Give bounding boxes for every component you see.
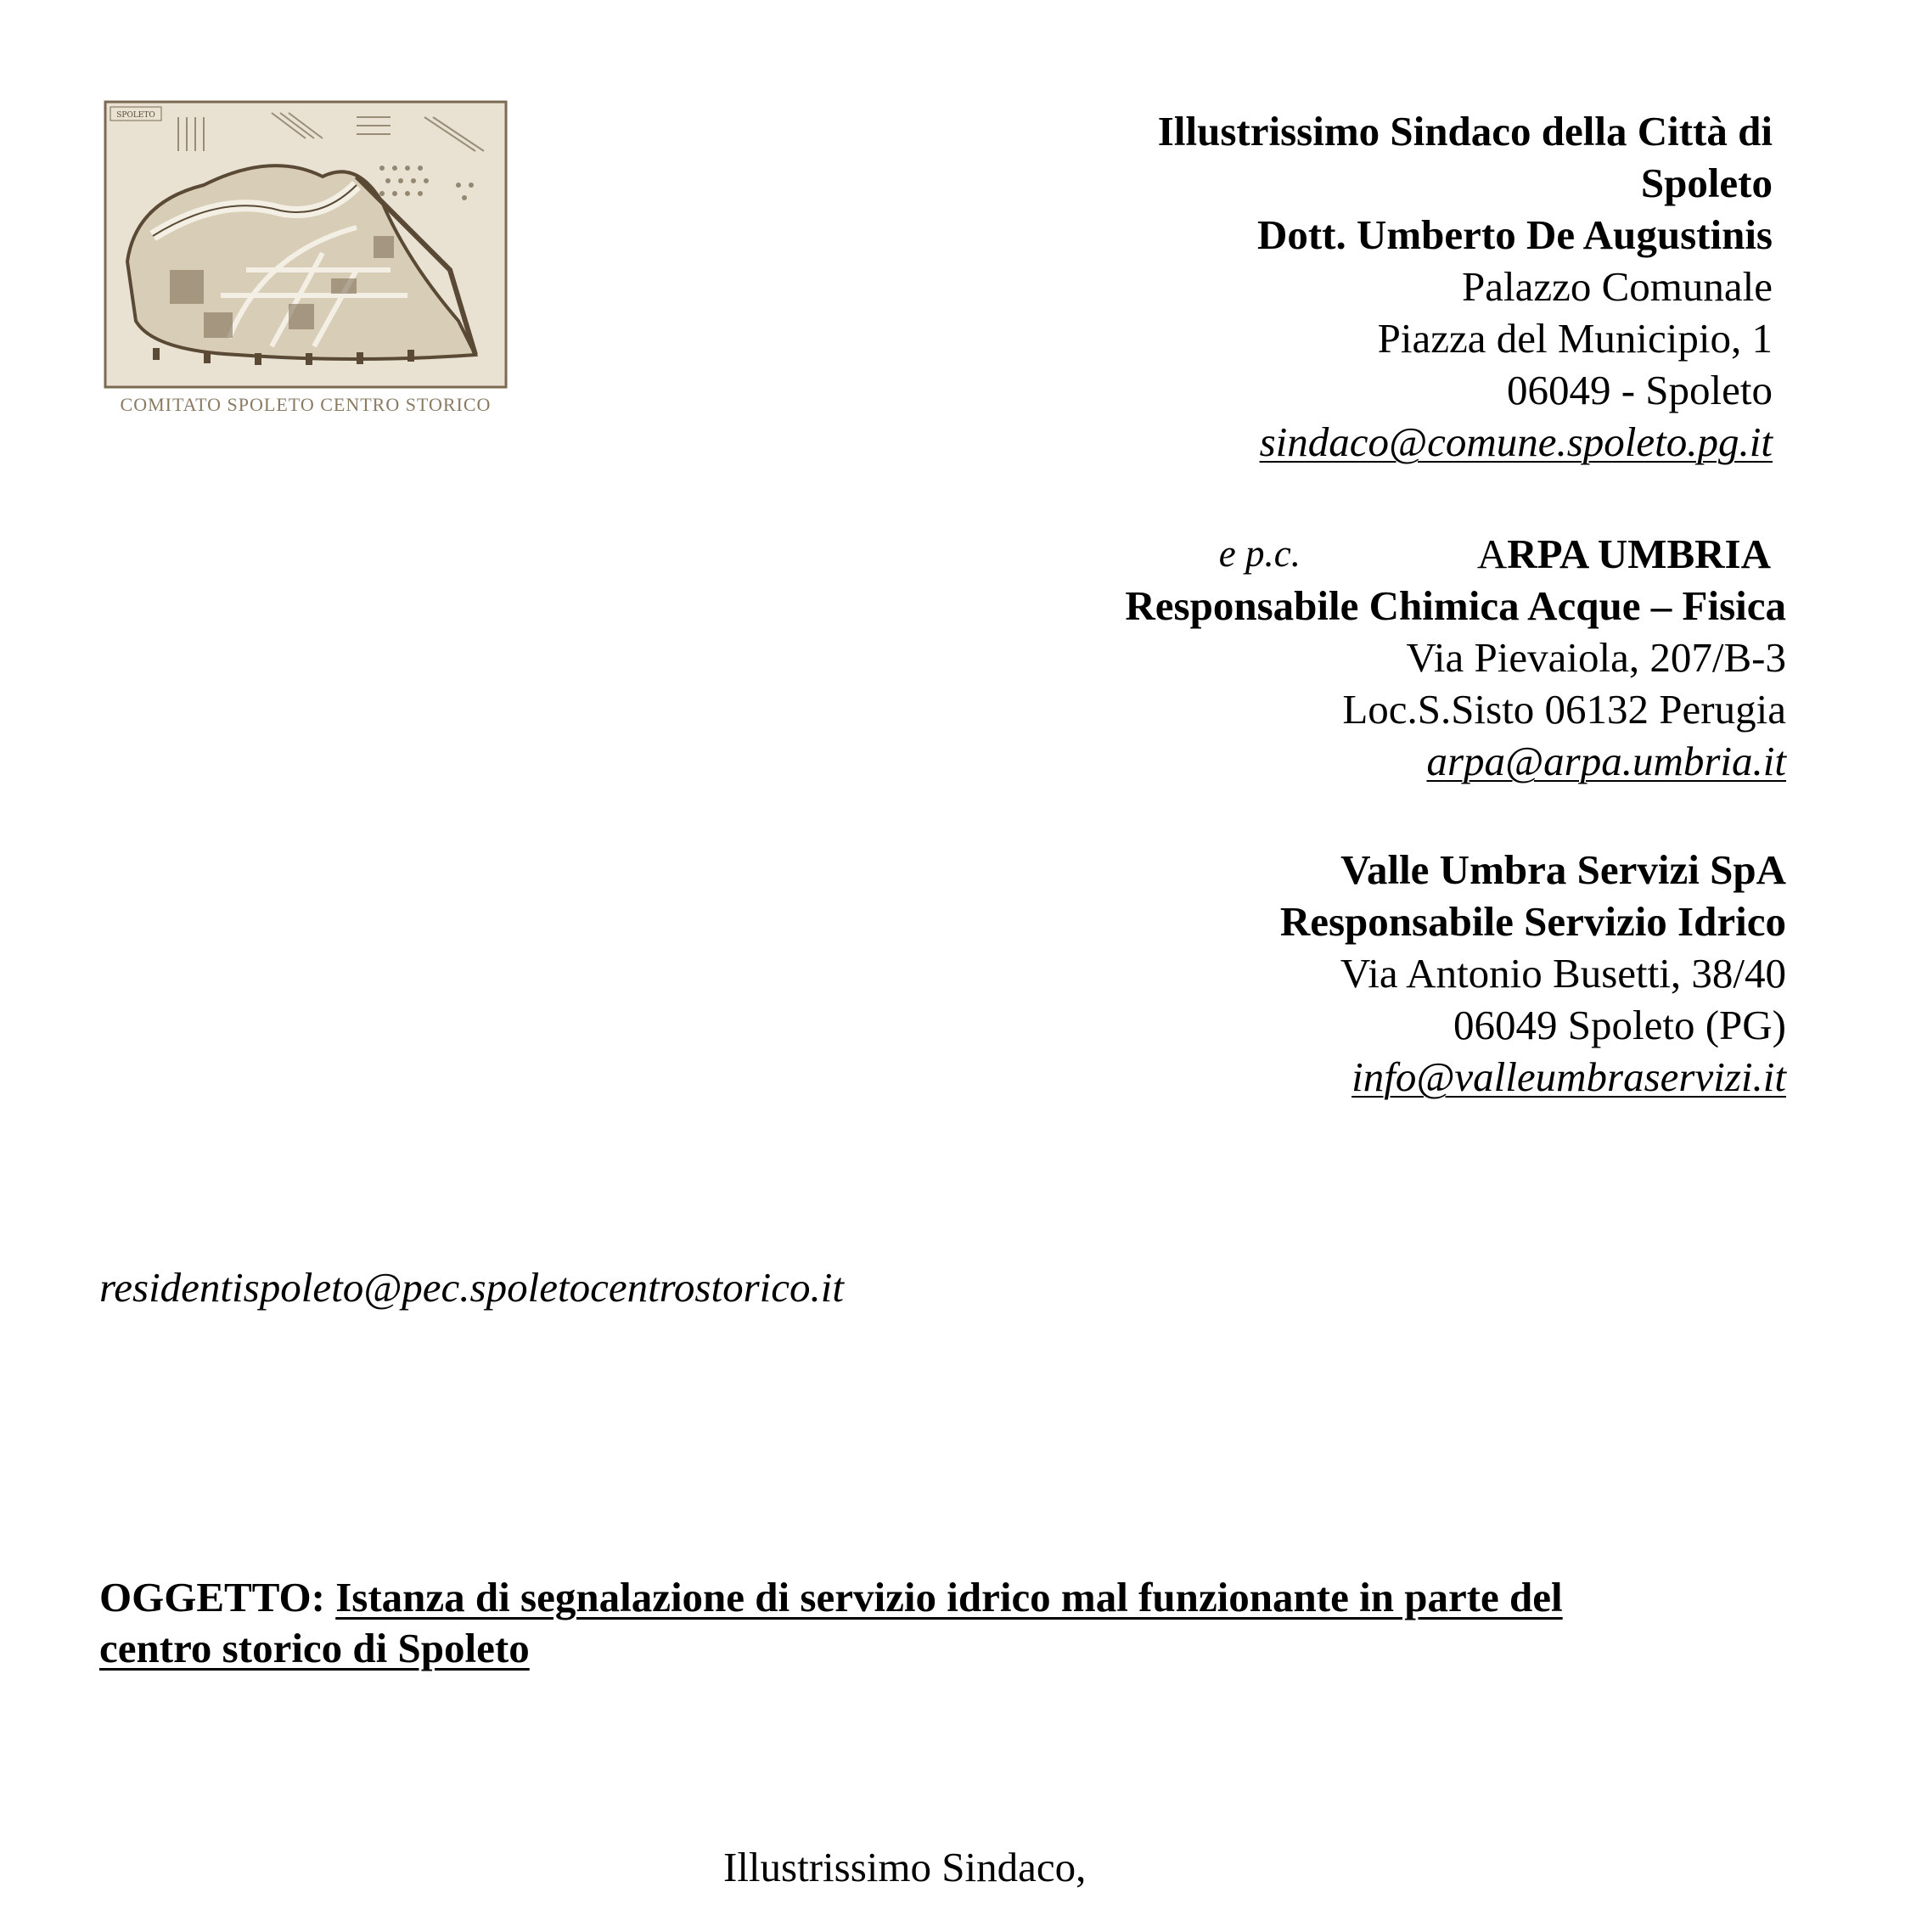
recipient-mayor-name: Dott. Umberto De Augustinis: [1256, 211, 1773, 258]
logo-corner-label: SPOLETO: [116, 111, 155, 120]
spoleto-map-engraving: [102, 100, 509, 421]
recipient-vus-email-link[interactable]: info@valleumbraservizi.it: [1351, 1053, 1786, 1100]
epc-label: e p.c.: [1218, 532, 1301, 575]
recipient-mayor: [1158, 105, 1773, 468]
recipient-vus-city: 06049 Spoleto (PG): [1453, 1002, 1786, 1048]
recipient-arpa-city: Loc.S.Sisto 06132 Perugia: [1342, 686, 1786, 733]
recipient-mayor-city: 06049 - Spoleto: [1506, 367, 1773, 413]
recipient-arpa-email-link[interactable]: arpa@arpa.umbria.it: [1426, 738, 1786, 784]
recipient-arpa-name-initial: A: [1476, 531, 1508, 577]
subject-line: [99, 1572, 1797, 1674]
recipient-mayor-street: Piazza del Municipio, 1: [1377, 315, 1773, 362]
recipient-mayor-title-line2: Spoleto: [1640, 160, 1773, 206]
recipient-mayor-building: Palazzo Comunale: [1461, 263, 1773, 310]
recipient-arpa-role: Responsabile Chimica Acque – Fisica: [1125, 582, 1786, 629]
recipient-arpa-name: [1477, 531, 1786, 577]
subject-text-line2: centro storico di Spoleto: [99, 1625, 530, 1671]
recipient-arpa-street: Via Pievaiola, 207/B-3: [1406, 634, 1786, 681]
recipient-vus-role: Responsabile Servizio Idrico: [1279, 898, 1786, 945]
recipient-arpa-header: [1125, 528, 1786, 580]
recipient-vus-street: Via Antonio Busetti, 38/40: [1340, 950, 1786, 997]
subject-text-line1: Istanza di segnalazione di servizio idrico mal funzionante in parte del: [335, 1574, 1563, 1620]
recipient-arpa-name-rest: RPA UMBRIA: [1507, 531, 1771, 577]
recipient-mayor-title-line1: Illustrissimo Sindaco della Città di: [1157, 108, 1773, 154]
subject-label: OGGETTO:: [99, 1574, 325, 1620]
recipient-vus: [1280, 844, 1786, 1103]
committee-logo: [102, 100, 509, 421]
recipient-mayor-email-link[interactable]: sindaco@comune.spoleto.pg.it: [1259, 418, 1773, 465]
recipient-arpa: [1125, 528, 1786, 787]
logo-caption: COMITATO SPOLETO CENTRO STORICO: [120, 394, 492, 415]
salutation: Illustrissimo Sindaco,: [723, 1844, 1087, 1890]
recipient-vus-name: Valle Umbra Servizi SpA: [1340, 846, 1786, 893]
sender-pec-address: residentispoleto@pec.spoletocentrostorico.it: [99, 1264, 845, 1311]
